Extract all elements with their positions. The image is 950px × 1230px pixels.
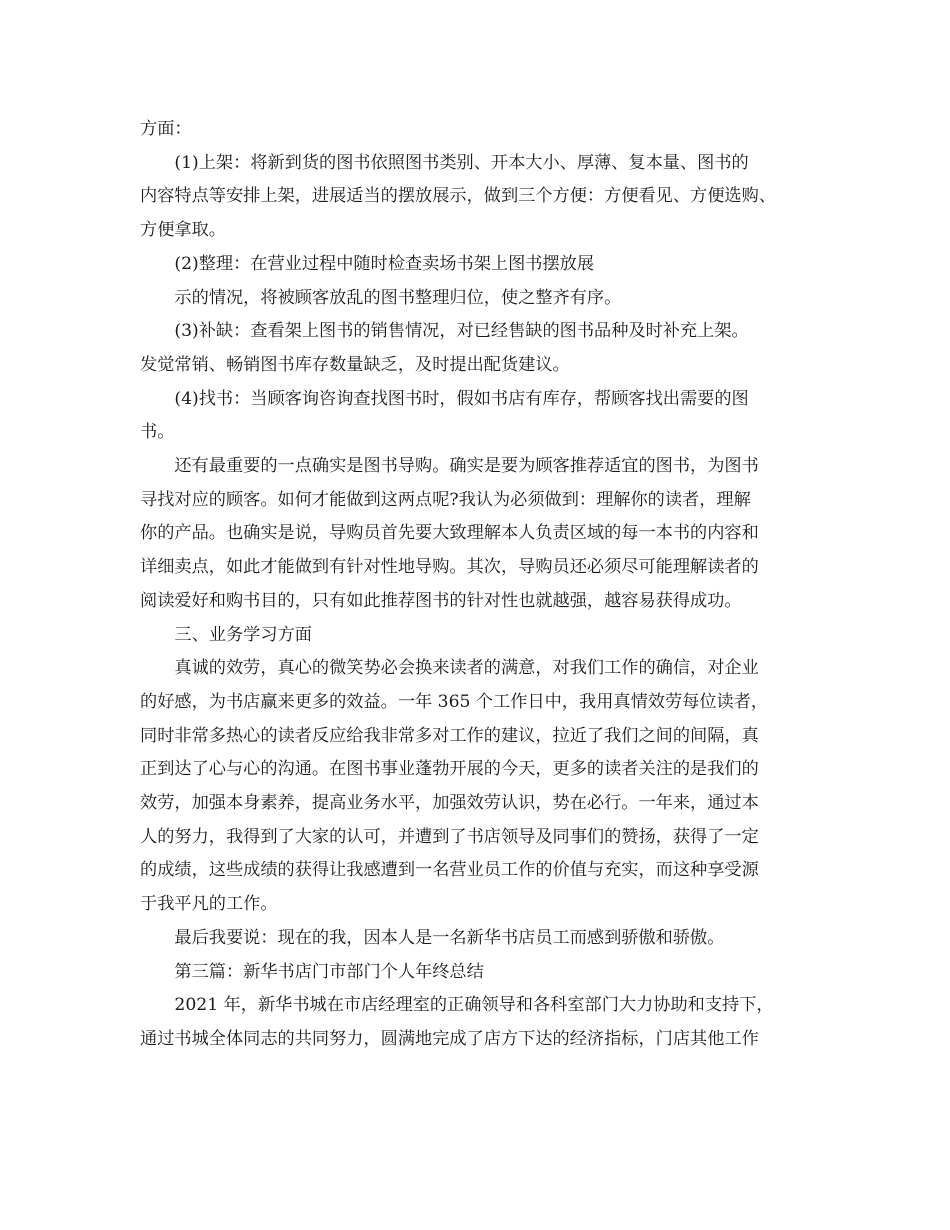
document-body xyxy=(140,113,830,1057)
text-line: 真诚的效劳，真心的微笑势必会换来读者的满意，对我们工作的确信，对企业 xyxy=(174,658,759,679)
text-line: 还有最重要的一点确实是图书导购。确实是要为顾客推荐适宜的图书，为图书 xyxy=(174,456,759,477)
text-line: 示的情况，将被顾客放乱的图书整理归位，使之整齐有序。 xyxy=(174,287,622,308)
text-line: (1)上架：将新到货的图书依照图书类别、开本大小、厚薄、复本量、图书的 xyxy=(174,152,749,173)
text-line: 方面： xyxy=(140,119,192,139)
text-line: 内容特点等安排上架，进展适当的摆放展示，做到三个方便：方便看见、方便选购、 xyxy=(140,186,776,207)
text-line: (4)找书：当顾客询咨询查找图书时，假如书店有库存，帮顾客找出需要的图 xyxy=(174,388,749,409)
text-line: 三、业务学习方面 xyxy=(174,624,312,645)
text-line: 你的产品。也确实是说，导购员首先要大致理解本人负责区域的每一本书的内容和 xyxy=(140,523,759,544)
text-line: 第三篇：新华书店门市部门个人年终总结 xyxy=(174,961,484,982)
text-line: (3)补缺：查看架上图书的销售情况，对已经售缺的图书品种及时补充上架。 xyxy=(174,321,749,342)
text-line: (2)整理：在营业过程中随时检查卖场书架上图书摆放展 xyxy=(174,253,595,274)
text-line: 的成绩，这些成绩的获得让我感遭到一名营业员工作的价值与充实，而这种享受源 xyxy=(140,860,759,881)
text-line: 通过书城全体同志的共同努力，圆满地完成了店方下达的经济指标，门店其他工作 xyxy=(140,1028,759,1049)
text-line: 2021 年，新华书城在市店经理室的正确领导和各科室部门大力协助和支持下， xyxy=(174,995,774,1016)
text-line: 的好感，为书店赢来更多的效益。一年 365 个工作日中，我用真情效劳每位读者， xyxy=(140,691,769,712)
text-line: 方便拿取。 xyxy=(140,220,226,241)
text-line: 发觉常销、畅销图书库存数量缺乏，及时提出配货建议。 xyxy=(140,354,570,375)
text-line: 效劳，加强本身素养，提高业务水平，加强效劳认识，势在必行。一年来，通过本 xyxy=(140,793,759,814)
text-line: 阅读爱好和购书目的，只有如此推荐图书的针对性也就越强，越容易获得成功。 xyxy=(140,590,742,611)
text-line: 书。 xyxy=(140,422,175,443)
text-line: 于我平凡的工作。 xyxy=(140,894,278,915)
text-line: 最后我要说：现在的我，因本人是一名新华书店员工而感到骄傲和骄傲。 xyxy=(174,927,725,948)
text-line: 详细卖点，如此才能做到有针对性地导购。其次，导购员还必须尽可能理解读者的 xyxy=(140,557,759,578)
text-line: 寻找对应的顾客。如何才能做到这两点呢?我认为必须做到：理解你的读者，理解 xyxy=(140,489,751,510)
text-line: 同时非常多热心的读者反应给我非常多对工作的建议，拉近了我们之间的间隔，真 xyxy=(140,725,759,746)
text-line: 人的努力，我得到了大家的认可，并遭到了书店领导及同事们的赞扬，获得了一定 xyxy=(140,826,759,847)
text-line: 正到达了心与心的沟通。在图书事业蓬勃开展的今天，更多的读者关注的是我们的 xyxy=(140,759,759,780)
